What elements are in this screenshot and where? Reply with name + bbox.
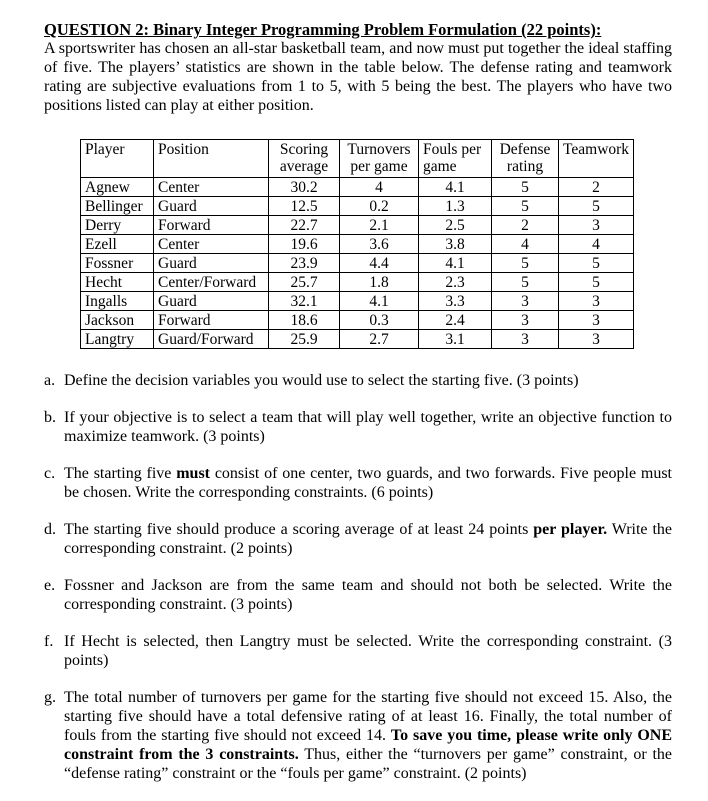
cell-fouls: 3.8: [419, 235, 492, 254]
cell-position: Forward: [154, 311, 269, 330]
cell-teamwork: 3: [559, 216, 634, 235]
cell-teamwork: 5: [559, 273, 634, 292]
table-row: [81, 178, 634, 197]
cell-defense: 5: [492, 254, 559, 273]
cell-fouls: 3.3: [419, 292, 492, 311]
part-c-marker: c.: [44, 465, 56, 482]
part-d-text-pre: The starting five should produce a scoring average of at least 24 points: [64, 521, 534, 538]
part-a-marker: a.: [44, 372, 56, 389]
cell-teamwork: 3: [559, 311, 634, 330]
cell-teamwork: 5: [559, 197, 634, 216]
part-f-text: If Hecht is selected, then Langtry must be selected. Write the corresponding constraint. (3 points): [64, 633, 672, 669]
cell-turnovers: 3.6: [340, 235, 419, 254]
part-e-text: Fossner and Jackson are from the same team and should not both be selected. Write the corresponding constraint. (3 points): [64, 577, 672, 613]
cell-fouls: 1.3: [419, 197, 492, 216]
cell-position: Center: [154, 235, 269, 254]
cell-player: Fossner: [81, 254, 154, 273]
cell-position: Guard: [154, 292, 269, 311]
table-row: [81, 330, 634, 349]
header-defense-rating: Defense rating: [492, 140, 559, 178]
cell-player: Jackson: [81, 311, 154, 330]
cell-player: Bellinger: [81, 197, 154, 216]
cell-position: Guard: [154, 254, 269, 273]
header-position: Position: [154, 140, 269, 178]
cell-player: Derry: [81, 216, 154, 235]
table-row: [81, 197, 634, 216]
cell-scoring: 32.1: [269, 292, 340, 311]
cell-position: Center/Forward: [154, 273, 269, 292]
question-page: [44, 20, 672, 801]
cell-turnovers: 1.8: [340, 273, 419, 292]
header-player: Player: [81, 140, 154, 178]
cell-fouls: 4.1: [419, 178, 492, 197]
cell-player: Ingalls: [81, 292, 154, 311]
cell-defense: 5: [492, 197, 559, 216]
cell-defense: 5: [492, 178, 559, 197]
table-row: [81, 273, 634, 292]
cell-scoring: 22.7: [269, 216, 340, 235]
cell-fouls: 4.1: [419, 254, 492, 273]
header-scoring-average: Scoring average: [269, 140, 340, 178]
table-row: [81, 254, 634, 273]
cell-player: Agnew: [81, 178, 154, 197]
part-g: [44, 688, 672, 783]
header-turnovers: Turnovers per game: [340, 140, 419, 178]
cell-teamwork: 2: [559, 178, 634, 197]
cell-fouls: 2.4: [419, 311, 492, 330]
cell-scoring: 25.7: [269, 273, 340, 292]
cell-defense: 3: [492, 292, 559, 311]
cell-defense: 2: [492, 216, 559, 235]
question-parts-list: [44, 371, 672, 783]
part-e-marker: e.: [44, 577, 56, 594]
part-g-text-bold: To save you time, please write only ONE constraint from the 3 constraints.: [64, 727, 672, 763]
cell-position: Guard: [154, 197, 269, 216]
cell-defense: 5: [492, 273, 559, 292]
cell-teamwork: 3: [559, 292, 634, 311]
part-a: [44, 371, 672, 390]
table-row: [81, 216, 634, 235]
part-g-text-post: Thus, either the “turnovers per game” constraint, or the “defense rating” constraint or the “fouls per game” constraint. (2 points): [64, 746, 672, 782]
player-stats-table: [80, 139, 634, 349]
part-d-marker: d.: [44, 521, 56, 538]
table-row: [81, 311, 634, 330]
cell-teamwork: 4: [559, 235, 634, 254]
table-row: [81, 292, 634, 311]
cell-defense: 3: [492, 311, 559, 330]
cell-turnovers: 0.2: [340, 197, 419, 216]
cell-defense: 3: [492, 330, 559, 349]
cell-player: Hecht: [81, 273, 154, 292]
part-f: [44, 632, 672, 670]
part-g-marker: g.: [44, 689, 56, 706]
cell-turnovers: 0.3: [340, 311, 419, 330]
cell-player: Ezell: [81, 235, 154, 254]
cell-position: Center: [154, 178, 269, 197]
part-b: [44, 408, 672, 446]
cell-fouls: 2.3: [419, 273, 492, 292]
cell-turnovers: 2.7: [340, 330, 419, 349]
part-f-marker: f.: [44, 633, 54, 650]
cell-fouls: 3.1: [419, 330, 492, 349]
cell-turnovers: 4.4: [340, 254, 419, 273]
part-d: [44, 520, 672, 558]
cell-defense: 4: [492, 235, 559, 254]
cell-scoring: 30.2: [269, 178, 340, 197]
header-fouls: Fouls per game: [419, 140, 492, 178]
cell-teamwork: 5: [559, 254, 634, 273]
cell-turnovers: 4: [340, 178, 419, 197]
cell-teamwork: 3: [559, 330, 634, 349]
cell-position: Guard/Forward: [154, 330, 269, 349]
header-teamwork: Teamwork: [559, 140, 634, 178]
cell-scoring: 19.6: [269, 235, 340, 254]
cell-turnovers: 2.1: [340, 216, 419, 235]
cell-fouls: 2.5: [419, 216, 492, 235]
cell-position: Forward: [154, 216, 269, 235]
cell-player: Langtry: [81, 330, 154, 349]
part-d-text-post: Write the corresponding constraint. (2 points): [64, 521, 673, 557]
part-d-text-bold: per player.: [533, 521, 608, 538]
cell-turnovers: 4.1: [340, 292, 419, 311]
part-c-text-post: consist of one center, two guards, and two forwards. Five people must be chosen. Write the corresponding constraints. (6 points): [64, 465, 672, 501]
cell-scoring: 18.6: [269, 311, 340, 330]
cell-scoring: 25.9: [269, 330, 340, 349]
part-c-text-bold: must: [176, 465, 210, 482]
part-g-text-pre: The total number of turnovers per game for the starting five should not exceed 15. Also, the starting five should have a total defensive rating of at least 16. Finally, the total number of fouls from the starting five should not exceed 14.: [64, 689, 672, 744]
part-c-text-pre: The starting five: [64, 465, 177, 482]
part-c: [44, 464, 672, 502]
part-b-marker: b.: [44, 409, 56, 426]
cell-scoring: 23.9: [269, 254, 340, 273]
part-a-text: Define the decision variables you would use to select the starting five. (3 points): [64, 372, 579, 389]
cell-scoring: 12.5: [269, 197, 340, 216]
part-e: [44, 576, 672, 614]
question-title: QUESTION 2: Binary Integer Programming Problem Formulation (22 points):: [44, 20, 602, 39]
part-b-text: If your objective is to select a team that will play well together, write an objective function to maximize teamwork. (3 points): [64, 409, 672, 445]
table-header-row: [81, 140, 634, 178]
table-row: [81, 235, 634, 254]
question-intro: A sportswriter has chosen an all-star basketball team, and now must put together the ideal staffing of five. The players’ statistics are shown in the table below. The defense rating and teamwork rating are subjective evaluations from 1 to 5, with 5 being the best. The players who have two positions listed can play at either position.: [44, 40, 672, 114]
